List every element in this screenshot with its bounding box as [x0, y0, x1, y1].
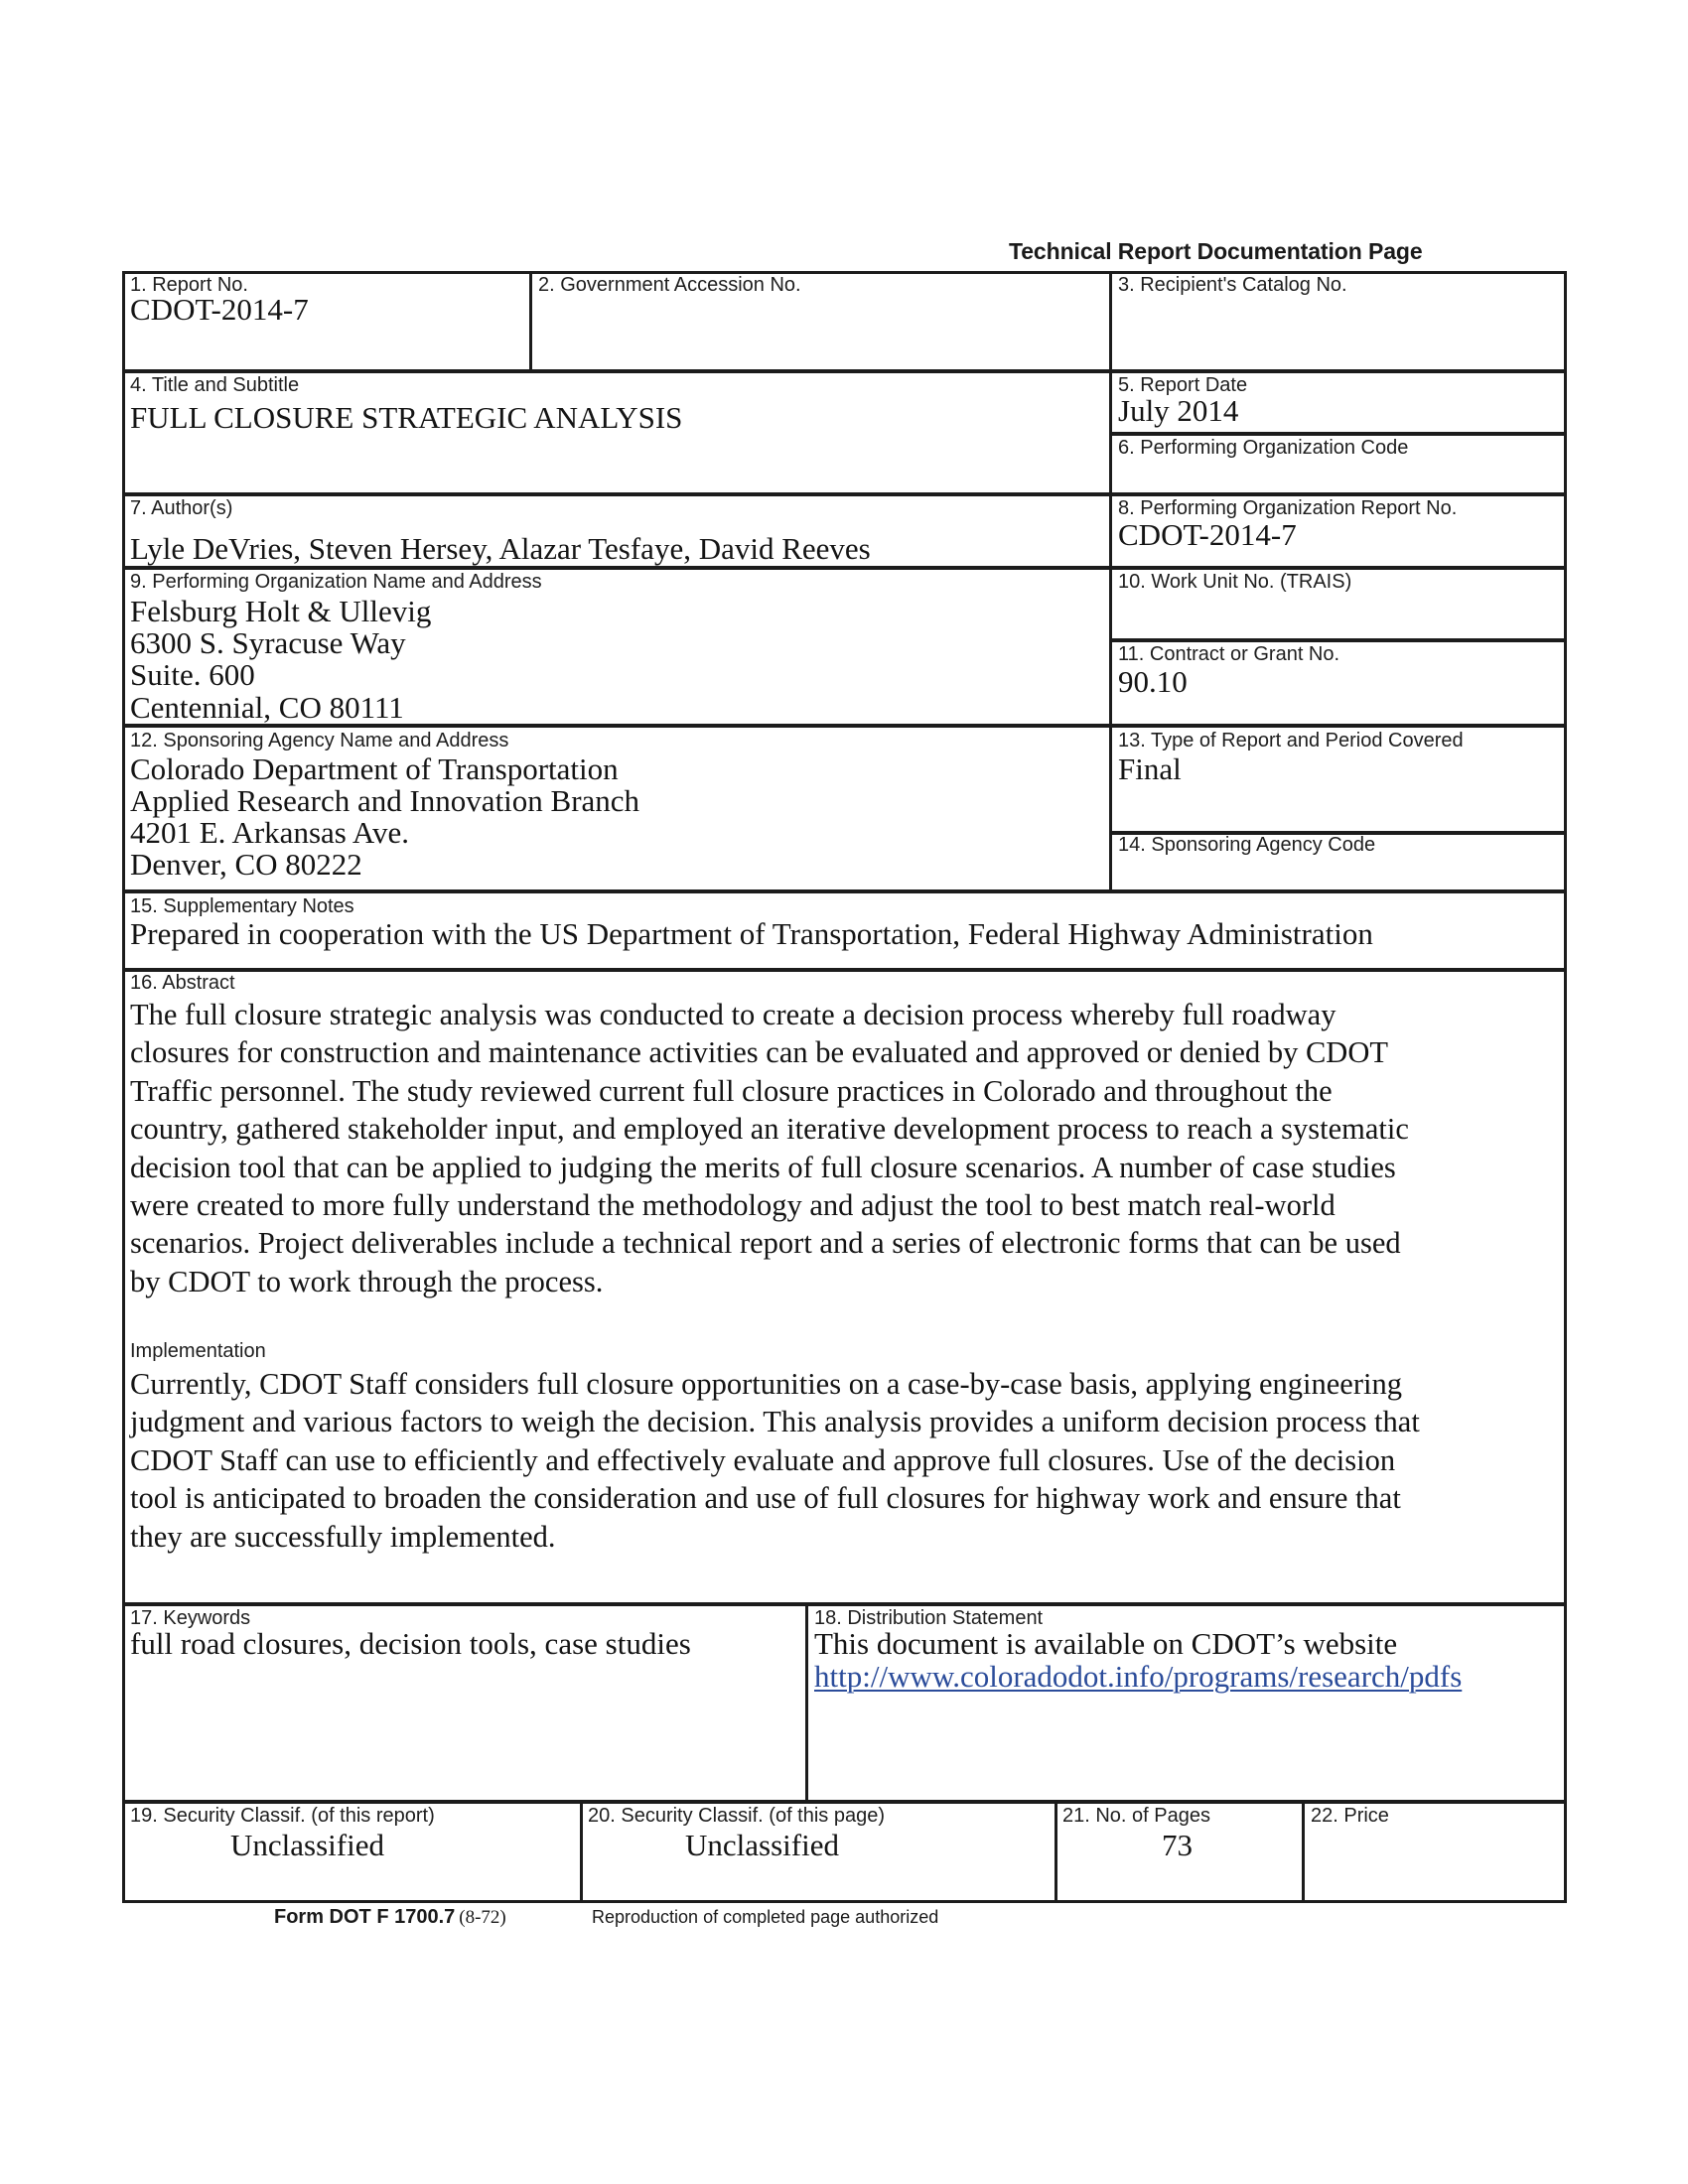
- implementation-label: Implementation: [130, 1340, 266, 1362]
- contract-label: 11. Contract or Grant No.: [1118, 643, 1340, 665]
- reproduction-note: Reproduction of completed page authorized: [592, 1907, 939, 1927]
- report-no-label: 1. Report No.: [130, 274, 248, 296]
- abstract-line: scenarios. Project deliverables include a technical report and a series of electronic forms that can be used: [130, 1226, 1401, 1261]
- sponsor-line: Applied Research and Innovation Branch: [130, 783, 640, 818]
- work-unit-label: 10. Work Unit No. (TRAIS): [1118, 571, 1352, 593]
- security-page-label: 20. Security Classif. (of this page): [588, 1805, 886, 1827]
- report-type-label: 13. Type of Report and Period Covered: [1118, 730, 1464, 751]
- sponsor-label: 12. Sponsoring Agency Name and Address: [130, 730, 509, 751]
- sponsor-line: Colorado Department of Transportation: [130, 751, 619, 786]
- abstract-text: [130, 996, 1409, 1300]
- num-pages-value: 73: [1162, 1828, 1193, 1862]
- page-title: Technical Report Documentation Page: [1009, 238, 1423, 264]
- sponsor-code-label: 14. Sponsoring Agency Code: [1118, 834, 1376, 856]
- abstract-line: The full closure strategic analysis was conducted to create a decision process whereby full roadway: [130, 998, 1336, 1031]
- sponsor-line: 4201 E. Arkansas Ave.: [130, 815, 409, 850]
- distribution-value: This document is available on CDOT’s website: [814, 1626, 1398, 1661]
- supp-notes-label: 15. Supplementary Notes: [130, 895, 354, 917]
- perf-org-label: 9. Performing Organization Name and Address: [130, 571, 542, 593]
- implementation-line: Currently, CDOT Staff considers full closure opportunities on a case-by-case basis, applying engineering: [130, 1367, 1402, 1401]
- supp-notes-value: Prepared in cooperation with the US Department of Transportation, Federal Highway Administration: [130, 916, 1373, 951]
- perf-org-report-no-label: 8. Performing Organization Report No.: [1118, 497, 1458, 519]
- report-no-value: CDOT-2014-7: [130, 292, 309, 327]
- cell-divider: [1110, 638, 1567, 642]
- row-divider: [122, 1602, 1567, 1606]
- title-label: 4. Title and Subtitle: [130, 374, 300, 396]
- form-date: (8-72): [459, 1907, 506, 1928]
- security-page-value: Unclassified: [685, 1828, 839, 1862]
- perf-org-line: Suite. 600: [130, 657, 255, 692]
- keywords-value: full road closures, decision tools, case studies: [130, 1626, 691, 1661]
- report-type-value: Final: [1118, 751, 1182, 786]
- distribution-label: 18. Distribution Statement: [814, 1607, 1044, 1629]
- perf-org-report-no-value: CDOT-2014-7: [1118, 517, 1297, 552]
- abstract-label: 16. Abstract: [130, 972, 235, 994]
- implementation-text: [130, 1365, 1420, 1556]
- security-report-value: Unclassified: [230, 1828, 384, 1862]
- row-divider: [122, 492, 1567, 496]
- keywords-label: 17. Keywords: [130, 1607, 251, 1629]
- perf-org-line: 6300 S. Syracuse Way: [130, 625, 406, 660]
- column-divider: [1302, 1800, 1305, 1903]
- title-value: FULL CLOSURE STRATEGIC ANALYSIS: [130, 400, 683, 435]
- cell-divider: [1110, 432, 1567, 436]
- perf-org-line: Centennial, CO 80111: [130, 690, 404, 725]
- num-pages-label: 21. No. of Pages: [1062, 1805, 1210, 1827]
- gov-accession-label: 2. Government Accession No.: [538, 274, 801, 296]
- form-footer: [274, 1906, 506, 1929]
- row-divider: [122, 968, 1567, 972]
- contract-value: 90.10: [1118, 664, 1188, 699]
- column-divider: [529, 271, 532, 371]
- perf-org-line: Felsburg Holt & Ullevig: [130, 594, 432, 628]
- column-divider: [1109, 271, 1112, 891]
- abstract-line: were created to more fully understand the methodology and adjust the tool to best match real-world: [130, 1188, 1336, 1223]
- implementation-line: CDOT Staff can use to efficiently and effectively evaluate and approve full closures. Use of the decision: [130, 1442, 1396, 1477]
- column-divider: [1055, 1800, 1057, 1903]
- authors-value: Lyle DeVries, Steven Hersey, Alazar Tesfaye, David Reeves: [130, 531, 871, 566]
- row-divider: [122, 369, 1567, 373]
- implementation-line: tool is anticipated to broaden the consideration and use of full closures for highway work and ensure that: [130, 1481, 1401, 1516]
- column-divider: [580, 1800, 583, 1903]
- column-divider: [805, 1602, 808, 1802]
- perf-org-code-label: 6. Performing Organization Code: [1118, 437, 1409, 459]
- abstract-line: decision tool that can be applied to judging the merits of full closure scenarios. A number of case studies: [130, 1150, 1396, 1184]
- price-label: 22. Price: [1311, 1805, 1389, 1827]
- recipient-catalog-label: 3. Recipient's Catalog No.: [1118, 274, 1347, 296]
- authors-label: 7. Author(s): [130, 497, 233, 519]
- abstract-line: country, gathered stakeholder input, and employed an iterative development process to reach a systematic: [130, 1112, 1409, 1147]
- sponsor-line: Denver, CO 80222: [130, 847, 362, 882]
- form-id: Form DOT F 1700.7: [274, 1906, 456, 1928]
- implementation-line: judgment and various factors to weigh the decision. This analysis provides a uniform decision process that: [130, 1405, 1420, 1439]
- row-divider: [122, 889, 1567, 893]
- abstract-line: by CDOT to work through the process.: [130, 1264, 604, 1298]
- abstract-line: closures for construction and maintenance activities can be evaluated and approved or denied by CDOT: [130, 1035, 1388, 1070]
- research-pdfs-link[interactable]: http://www.coloradodot.info/programs/research/pdfs: [814, 1659, 1463, 1694]
- report-date-label: 5. Report Date: [1118, 374, 1248, 396]
- abstract-line: Traffic personnel. The study reviewed current full closure practices in Colorado and throughout the: [130, 1073, 1333, 1108]
- implementation-line: they are successfully implemented.: [130, 1519, 556, 1554]
- report-date-value: July 2014: [1118, 393, 1239, 428]
- security-report-label: 19. Security Classif. (of this report): [130, 1805, 435, 1827]
- row-divider: [122, 1800, 1567, 1804]
